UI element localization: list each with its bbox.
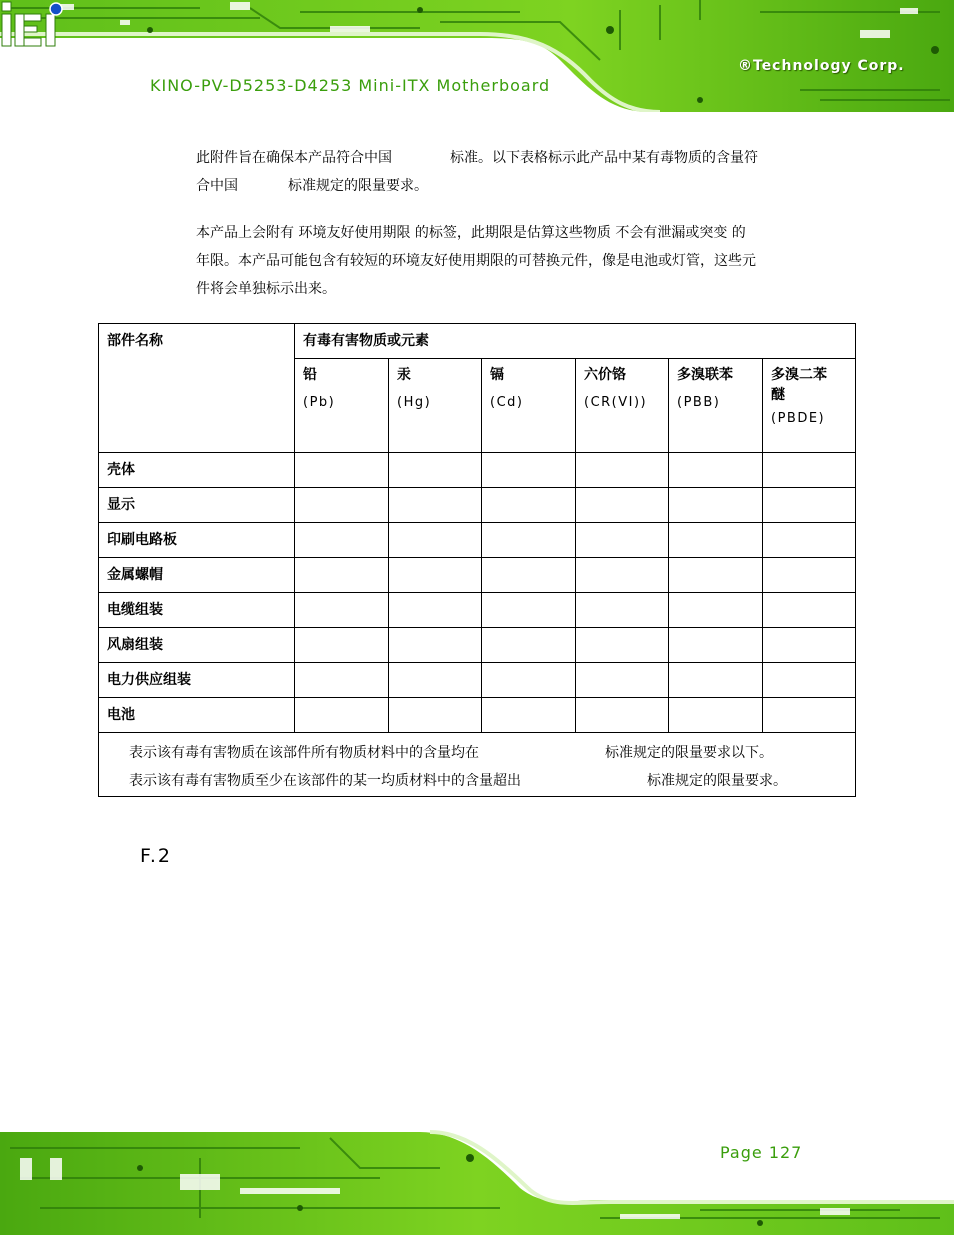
table-row xyxy=(99,698,856,733)
header-substances-group: 有毒有害物质或元素 xyxy=(295,324,856,359)
p1-line1-a: 此附件旨在确保本产品符合中国 xyxy=(196,150,392,166)
p2-line2: 年限。本产品可能包含有较短的环境友好使用期限的可替换元件，像是电池或灯管，这些元 xyxy=(196,253,756,269)
page-number: Page 127 xyxy=(720,1143,803,1162)
table-row xyxy=(99,488,856,523)
row-label: 显示 xyxy=(99,488,295,523)
row-label: 电池 xyxy=(99,698,295,733)
table-note-row xyxy=(99,733,856,797)
document-title: KINO-PV-D5253-D4253 Mini-ITX Motherboard xyxy=(150,76,551,95)
table-row xyxy=(99,453,856,488)
page-footer xyxy=(0,1118,954,1235)
element-pbb: 多溴联苯 (PBB) xyxy=(669,359,763,453)
note-line2-a: 表示该有毒有害物质至少在该部件的某一均质材料中的含量超出 xyxy=(129,773,521,789)
section-heading: F.2 xyxy=(140,845,173,867)
iei-logo xyxy=(0,0,260,60)
row-label: 金属螺帽 xyxy=(99,558,295,593)
table-row xyxy=(99,523,856,558)
intro-paragraph-2 xyxy=(196,219,836,303)
note-line1-a: 表示该有毒有害物质在该部件所有物质材料中的含量均在 xyxy=(129,745,479,761)
note-line1-b: 标准规定的限量要求以下。 xyxy=(605,745,773,761)
row-label: 壳体 xyxy=(99,453,295,488)
row-label: 风扇组装 xyxy=(99,628,295,663)
logo-company-text: ®Technology Corp. xyxy=(738,58,905,74)
table-note xyxy=(99,733,856,797)
p1-line1-b: 标准。以下表格标示此产品中某有毒物质的含量符 xyxy=(450,150,758,166)
table-row xyxy=(99,593,856,628)
p2-line3: 件将会单独标示出来。 xyxy=(196,281,336,297)
p2-line1: 本产品上会附有 环境友好使用期限 的标签，此期限是估算这些物质 不会有泄漏或突变 的 xyxy=(196,225,746,241)
p1-line2-a: 合中国 xyxy=(196,178,238,194)
hazardous-substances-table xyxy=(98,323,856,797)
header-part-name: 部件名称 xyxy=(99,324,295,453)
circuit-board-footer xyxy=(0,1118,954,1235)
page-header xyxy=(0,0,954,112)
table-row xyxy=(99,558,856,593)
element-hg: 汞 (Hg) xyxy=(389,359,482,453)
element-cd: 镉 (Cd) xyxy=(482,359,576,453)
element-pbde: 多溴二苯醚 (PBDE) xyxy=(763,359,856,453)
row-label: 电缆组装 xyxy=(99,593,295,628)
intro-paragraph-1 xyxy=(196,144,836,200)
table-row xyxy=(99,628,856,663)
table-row xyxy=(99,663,856,698)
p1-line2-b: 标准规定的限量要求。 xyxy=(288,178,428,194)
row-label: 电力供应组装 xyxy=(99,663,295,698)
element-cr6: 六价铬 (CR(VI)) xyxy=(576,359,669,453)
row-label: 印刷电路板 xyxy=(99,523,295,558)
note-line2-b: 标准规定的限量要求。 xyxy=(647,773,787,789)
element-pb: 铅 (Pb) xyxy=(295,359,389,453)
